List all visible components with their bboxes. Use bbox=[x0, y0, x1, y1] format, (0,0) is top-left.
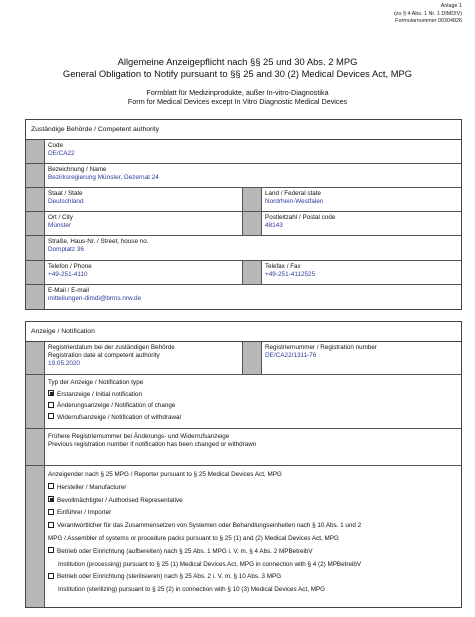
field-label: Bezeichnung / Name bbox=[48, 166, 107, 173]
option-sterilizing[interactable]: Betrieb oder Einrichtung (sterilisieren) nach § 25 Abs. 2 i. V. m. § 10 Abs. 3 MPG bbox=[48, 571, 458, 584]
field-label: Straße, Haus-Nr. / Street, house no. bbox=[48, 238, 149, 245]
option-authorised-representative[interactable]: Bevollmächtigter / Authorised Representative bbox=[48, 495, 458, 508]
checkbox-assembler[interactable] bbox=[48, 522, 54, 528]
phone-value[interactable]: +49-251-4110 bbox=[48, 271, 88, 279]
federal-state-value[interactable]: Nordrhein-Westfalen bbox=[265, 198, 324, 206]
field-label: Typ der Anzeige / Notification type bbox=[48, 379, 144, 386]
checkbox-sterilizing[interactable] bbox=[48, 573, 54, 579]
registration-row bbox=[26, 342, 461, 374]
option-processing[interactable]: Betrieb oder Einrichtung (aufbereiten) nach § 25 Abs. 1 MPG i. V. m. § 4 Abs. 2 MPBetreibV bbox=[48, 546, 458, 559]
option-importer[interactable]: Einführer / Importer bbox=[48, 507, 458, 520]
checkbox-authorised-representative[interactable] bbox=[48, 496, 54, 502]
field-label: Anzeigender nach § 25 MPG / Reporter pursuant to § 25 Medical Devices Act, MPG bbox=[48, 471, 282, 478]
code-value[interactable]: DE/CA22 bbox=[48, 150, 75, 158]
street-value[interactable]: Domplatz 36 bbox=[48, 246, 84, 254]
subtitle-en: Form for Medical Devices except In Vitro Diagnostic Medical Devices bbox=[127, 97, 348, 107]
field-label: Code bbox=[48, 142, 64, 149]
field-label: Previous registration number if notification has been changed or withdrawn bbox=[48, 441, 257, 449]
title-de: Allgemeine Anzeigepflicht nach §§ 25 und 30 Abs. 2 MPG bbox=[117, 56, 358, 67]
city-row bbox=[26, 211, 461, 235]
city-value[interactable]: Münster bbox=[48, 222, 72, 230]
postcode-value[interactable]: 48143 bbox=[265, 222, 283, 230]
name-row bbox=[26, 163, 461, 187]
section-heading: Anzeige / Notification bbox=[26, 322, 461, 342]
field-label: Ort / City bbox=[48, 214, 73, 221]
option-manufacturer[interactable]: Hersteller / Manufacturer bbox=[48, 482, 458, 495]
street-row bbox=[26, 235, 461, 260]
field-label: Telefon / Phone bbox=[48, 263, 92, 270]
section-heading: Zuständige Behörde / Competent authority bbox=[26, 120, 461, 140]
notification-section bbox=[25, 321, 462, 608]
notifier-row bbox=[26, 465, 461, 607]
checkbox-importer[interactable] bbox=[48, 509, 54, 515]
name-value[interactable]: Bezirksregierung Münster, Dezernat 24 bbox=[48, 174, 159, 182]
email-row bbox=[26, 284, 461, 309]
authority-section bbox=[25, 119, 462, 310]
title-en: General Obligation to Notify pursuant to §§ 25 and 30 (2) Medical Devices Act, MPG bbox=[62, 68, 413, 79]
form-subtitle bbox=[0, 88, 475, 107]
field-label: Staat / State bbox=[48, 190, 83, 197]
annex-line: (zu § 4 Abs. 1 Nr. 1 DIMDIV) bbox=[393, 10, 462, 17]
email-value[interactable]: mitteilungen-dimdi@brms.nrw.de bbox=[48, 295, 142, 303]
country-value[interactable]: Deutschland bbox=[48, 198, 84, 206]
registration-date-value[interactable]: 19.05.2020 bbox=[48, 360, 80, 368]
field-label: Frühere Registriernummer bei Änderungs- und Widerrufsanzeige bbox=[48, 433, 230, 440]
option-processing-en: Institution (processing) pursuant to § 25 (1) Medical Devices Act, MPG in connection with § 4 (2) MPBetreibV bbox=[58, 560, 362, 568]
checkbox-withdrawal[interactable] bbox=[48, 413, 54, 419]
form-number: Formularnummer 00304826 bbox=[395, 18, 462, 25]
previous-registration-row bbox=[26, 428, 461, 465]
state-row bbox=[26, 187, 461, 211]
checkbox-manufacturer[interactable] bbox=[48, 483, 54, 489]
field-label: Registriernummer / Registration number bbox=[265, 344, 377, 351]
option-withdrawal[interactable]: Widerrufsanzeige / Notification of withdrawal bbox=[48, 412, 458, 424]
option-sterilizing-en: Institution (sterilizing) pursuant to § 25 (2) in connection with § 10 (3) Medical Devices Act, MPG bbox=[58, 586, 326, 594]
annex-line: Anlage 1 bbox=[440, 3, 462, 9]
field-label: Registrierdatum bei der zuständigen Behörde bbox=[48, 344, 175, 351]
option-change[interactable]: Änderungsanzeige / Notification of change bbox=[48, 400, 458, 412]
fax-value[interactable]: +49-251-4112525 bbox=[265, 271, 316, 279]
field-label: Postleitzahl / Postal code bbox=[265, 214, 336, 221]
checkbox-initial[interactable] bbox=[48, 390, 54, 396]
checkbox-change[interactable] bbox=[48, 402, 54, 408]
form-title bbox=[0, 56, 475, 80]
phone-row bbox=[26, 260, 461, 284]
field-label: Telefax / Fax bbox=[265, 263, 301, 270]
code-row bbox=[26, 140, 461, 163]
field-label: E-Mail / E-mail bbox=[48, 287, 89, 294]
field-label: Registration date at competent authority bbox=[48, 352, 160, 360]
field-label: Land / Federal state bbox=[265, 190, 322, 197]
option-assembler[interactable]: Verantwortlicher für das Zusammensetzen von Systemen oder Behandlungseinheiten nach § 10 Abs. 1 und 2 bbox=[48, 520, 458, 533]
option-initial[interactable]: Erstanzeige / Initial notification bbox=[48, 389, 458, 401]
annex-reference bbox=[394, 3, 462, 26]
subtitle-de: Formblatt für Medizinprodukte, außer In-vitro-Diagnostika bbox=[146, 88, 329, 97]
notification-type-row bbox=[26, 374, 461, 428]
checkbox-processing[interactable] bbox=[48, 547, 54, 553]
registration-number-value[interactable]: DE/CA22/1311-76 bbox=[265, 352, 317, 360]
option-assembler-en: MPG / Assembler of systems or procedure packs pursuant to § 25 (1) and (2) Medical Devices Act, MPG bbox=[48, 534, 339, 542]
